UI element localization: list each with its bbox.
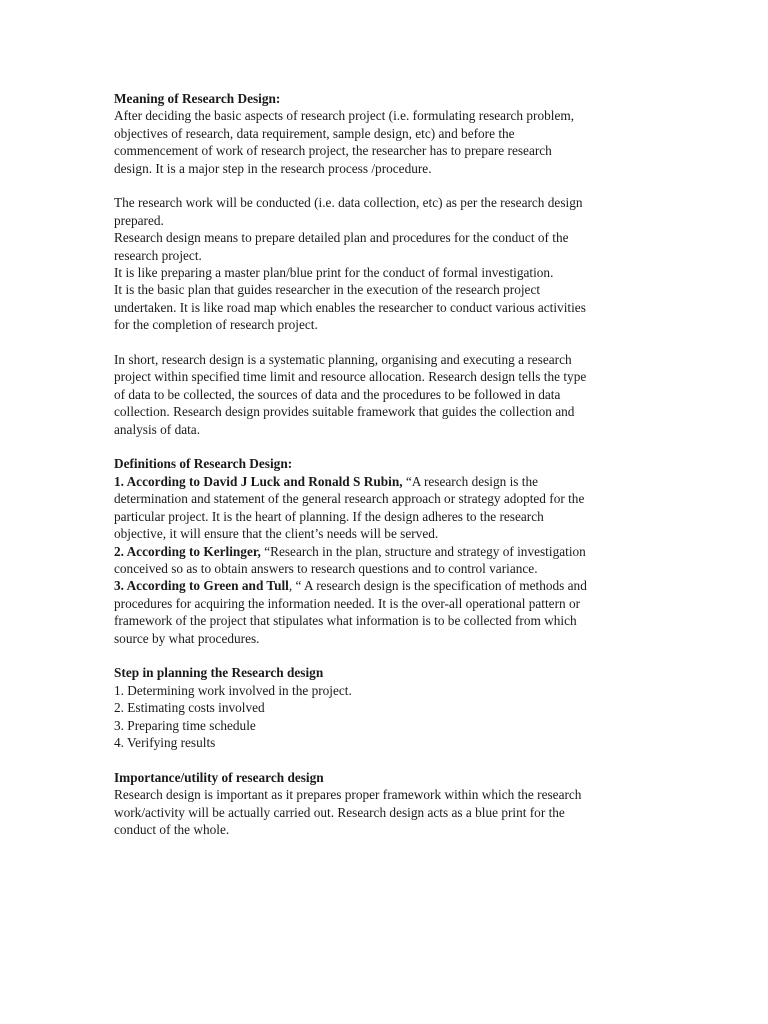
meaning-para3-line: project within specified time limit and resource allocation. Research design tells the type xyxy=(114,369,587,385)
definition-3-text: , “ A research design is the specification of methods and xyxy=(288,578,587,594)
definition-1-line: determination and statement of the general research approach or strategy adopted for the xyxy=(114,491,585,507)
definition-1-author: 1. According to David J Luck and Ronald S Rubin, xyxy=(114,473,403,489)
meaning-para2-line: The research work will be conducted (i.e. data collection, etc) as per the research design xyxy=(114,195,583,211)
meaning-para2-line: undertaken. It is like road map which enables the researcher to conduct various activities xyxy=(114,299,586,315)
meaning-para3-line: In short, research design is a systematic planning, organising and executing a research xyxy=(114,352,572,368)
steps-section xyxy=(114,664,659,751)
meaning-para3-line: analysis of data. xyxy=(114,421,201,437)
meaning-para2-line: research project. xyxy=(114,247,202,263)
meaning-para2-line: prepared. xyxy=(114,212,164,228)
importance-line: Research design is important as it prepares proper framework within which the research xyxy=(114,787,582,803)
meaning-heading: Meaning of Research Design: xyxy=(114,91,281,106)
meaning-para1-line: objectives of research, data requirement, sample design, etc) and before the xyxy=(114,125,515,141)
importance-line: work/activity will be actually carried out. Research design acts as a blue print for the xyxy=(114,804,565,820)
meaning-para3-line: of data to be collected, the sources of data and the procedures to be followed in data xyxy=(114,386,561,402)
definition-3-line: procedures for acquiring the information needed. It is the over-all operational pattern or xyxy=(114,595,581,611)
definition-2-line: conceived so as to obtain answers to research questions and to control variance. xyxy=(114,560,538,576)
definition-1-line: objective, it will ensure that the client’s needs will be served. xyxy=(114,526,439,542)
definition-3 xyxy=(114,577,659,594)
meaning-para1-line: commencement of work of research project, the researcher has to prepare research xyxy=(114,143,552,159)
definitions-section xyxy=(114,455,659,646)
step-item: 1. Determining work involved in the project. xyxy=(114,682,352,698)
meaning-para2-line: It is the basic plan that guides researcher in the execution of the research project xyxy=(114,282,541,298)
definition-2-author: 2. According to Kerlinger, xyxy=(114,543,261,559)
importance-heading: Importance/utility of research design xyxy=(114,769,324,785)
definitions-heading: Definitions of Research Design: xyxy=(114,456,293,472)
meaning-para3-line: collection. Research design provides suitable framework that guides the collection and xyxy=(114,404,575,420)
definition-1 xyxy=(114,473,659,490)
step-item: 2. Estimating costs involved xyxy=(114,700,265,716)
definition-1-text: “A research design is the xyxy=(402,473,539,489)
definition-3-line: source by what procedures. xyxy=(114,630,260,646)
definition-3-author: 3. According to Green and Tull xyxy=(114,578,289,594)
meaning-para2-line: for the completion of research project. xyxy=(114,317,318,333)
meaning-para2-line: Research design means to prepare detailed plan and procedures for the conduct of the xyxy=(114,230,569,246)
document-page xyxy=(114,90,659,838)
definition-2 xyxy=(114,543,659,560)
meaning-para1-line: After deciding the basic aspects of research project (i.e. formulating research problem, xyxy=(114,108,575,124)
importance-section xyxy=(114,769,659,839)
definition-2-text: “Research in the plan, structure and strategy of investigation xyxy=(260,543,586,559)
meaning-section xyxy=(114,90,659,438)
definition-3-line: framework of the project that stipulates what information is to be collected from which xyxy=(114,613,577,629)
meaning-para1-line: design. It is a major step in the research process /procedure. xyxy=(114,160,432,176)
meaning-para2-line: It is like preparing a master plan/blue print for the conduct of formal investigation. xyxy=(114,265,554,281)
step-item: 4. Verifying results xyxy=(114,734,216,750)
step-item: 3. Preparing time schedule xyxy=(114,717,256,733)
steps-heading: Step in planning the Research design xyxy=(114,665,324,681)
importance-line: conduct of the whole. xyxy=(114,821,230,837)
definition-1-line: particular project. It is the heart of planning. If the design adheres to the research xyxy=(114,508,544,524)
